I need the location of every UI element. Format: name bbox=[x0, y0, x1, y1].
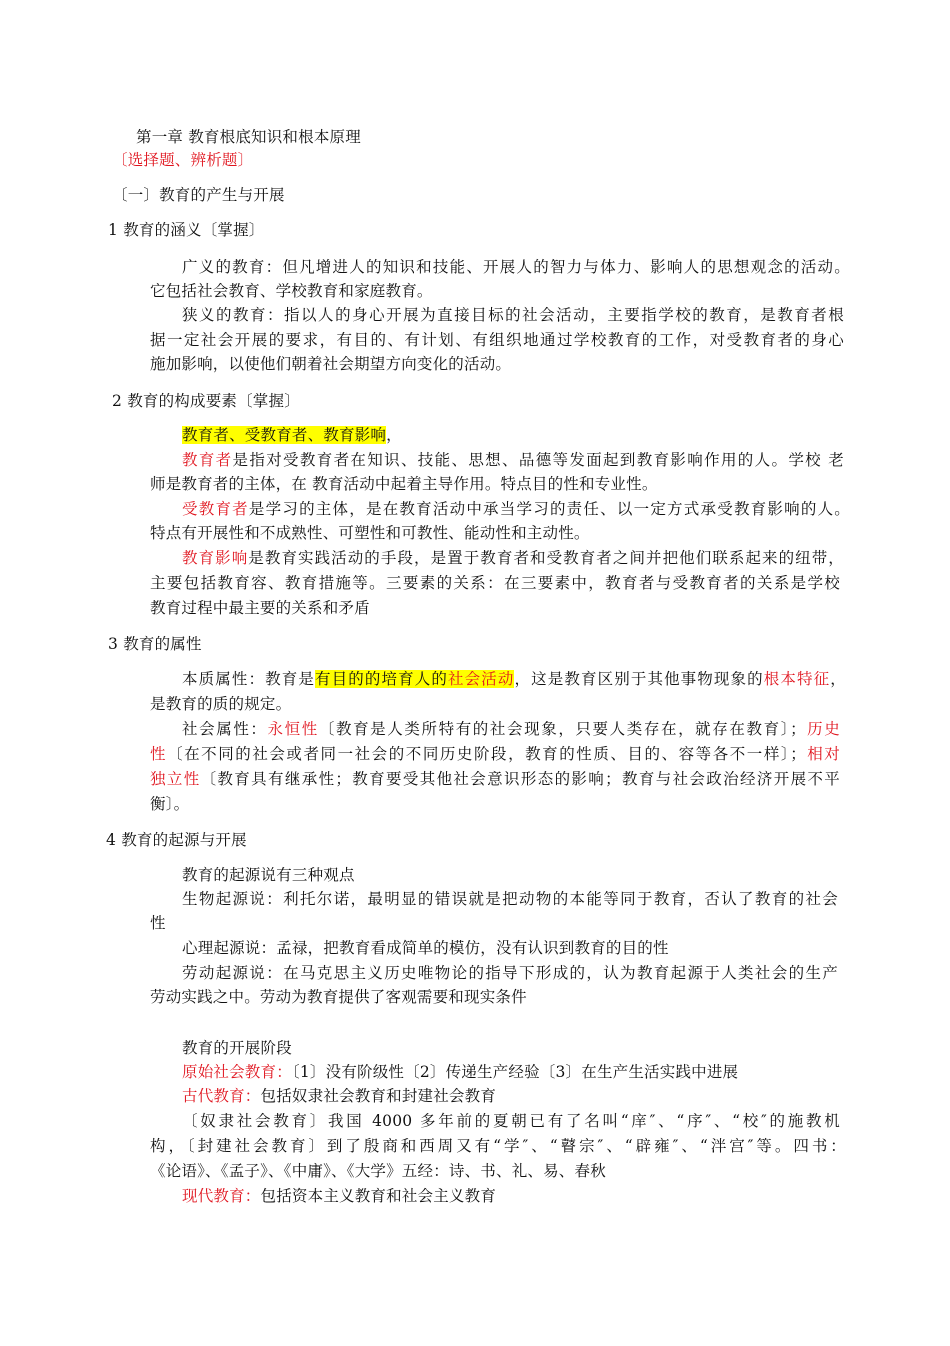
paragraph-biological-origin-cont: 性 bbox=[150, 914, 166, 932]
paragraph-social-attribute-cont2: 独立性〔教育具有继承性；教育要受其他社会意识形态的影响；教育与社会政治经济开展不平 bbox=[150, 770, 840, 788]
paragraph-social-attribute-end: 衡〕。 bbox=[150, 795, 190, 813]
paragraph-educator: 教育者是指对受教育者在知识、技能、思想、品德等发面起到教育影响作用的人。学校 老 bbox=[182, 451, 844, 469]
term-influence: 教育影响 bbox=[182, 549, 249, 567]
term-ancient-education: 古代教育： bbox=[182, 1087, 261, 1105]
subsection-heading-1: 1 教育的涵义〔掌握〕 bbox=[108, 221, 265, 239]
paragraph-broad-education-cont: 它包括社会教育、学校教育和家庭教育。 bbox=[150, 282, 433, 300]
stage-ancient: 古代教育：包括奴隶社会教育和封建社会教育 bbox=[182, 1087, 497, 1105]
paragraph-psychological-origin: 心理起源说：孟禄，把教育看成简单的模仿，没有认识到教育的目的性 bbox=[182, 939, 669, 957]
highlight-social-activity: 社会活动 bbox=[447, 670, 515, 688]
highlight-purposeful: 有目的的培育人的 bbox=[314, 670, 448, 688]
paragraph-classics: 《论语》、《孟子》、《中庸》、《大学》五经：诗、书、礼、易、春秋 bbox=[150, 1162, 606, 1180]
term-fundamental-feature: 根本特征 bbox=[763, 670, 831, 688]
paragraph-narrow-education: 狭义的教育：指以人的身心开展为直接目标的社会活动，主要指学校的教育，是教育者根 bbox=[182, 306, 844, 324]
term-modern-education: 现代教育： bbox=[182, 1187, 261, 1205]
paragraph-educator-cont: 师是教育者的主体，在 教育活动中起着主导作用。特点目的性和专业性。 bbox=[150, 475, 658, 493]
question-types: 〔选择题、辨析题〕 bbox=[112, 151, 254, 169]
chapter-title: 第一章 教育根底知识和根本原理 bbox=[136, 128, 361, 146]
paragraph-essential-attribute-cont: 是教育的质的规定。 bbox=[150, 695, 292, 713]
paragraph-social-attribute: 社会属性：永恒性〔教育是人类所特有的社会现象，只要人类存在，就存在教育〕；历史 bbox=[182, 720, 840, 738]
subsection-heading-2: 2 教育的构成要素〔掌握〕 bbox=[112, 392, 300, 410]
section-heading-1: 〔一〕教育的产生与开展 bbox=[112, 186, 285, 204]
paragraph-labor-origin: 劳动起源说：在马克思主义历史唯物论的指导下形成的，认为教育起源于人类社会的生产 bbox=[182, 964, 838, 982]
paragraph-narrow-education-end: 施加影响，以使他们朝着社会期望方向变化的活动。 bbox=[150, 355, 512, 373]
paragraph-slave-society: 〔奴隶社会教育〕我国 4000 多年前的夏朝已有了名叫“庠″、“序″、“校″的施教机 bbox=[182, 1112, 840, 1130]
term-primitive-education: 原始社会教育： bbox=[182, 1063, 292, 1081]
paragraph-influence-cont: 主要包括教育容、教育措施等。三要素的关系：在三要素中，教育者与受教育者的关系是学校 bbox=[150, 574, 840, 592]
term-educator: 教育者 bbox=[182, 451, 233, 469]
term-eternity: 永恒性 bbox=[267, 720, 319, 738]
three-elements-highlight: 教育者、受教育者、教育影响 bbox=[182, 426, 387, 444]
paragraph-social-attribute-cont: 性〔在不同的社会或者同一社会的不同历史阶段，教育的性质、目的、容等各不一样〕；相对 bbox=[150, 745, 841, 763]
stages-title: 教育的开展阶段 bbox=[182, 1039, 292, 1057]
paragraph-learner-cont: 特点有开展性和不成熟性、可塑性和可教性、能动性和主动性。 bbox=[150, 524, 590, 542]
stage-primitive: 原始社会教育：〔1〕没有阶级性〔2〕传递生产经验〔3〕在生产生活实践中进展 bbox=[182, 1063, 739, 1081]
subsection-heading-3: 3 教育的属性 bbox=[108, 635, 202, 653]
term-relative: 相对 bbox=[805, 745, 841, 763]
paragraph-biological-origin: 生物起源说：利托尔诺，最明显的错误就是把动物的本能等同于教育，否认了教育的社会 bbox=[182, 890, 838, 908]
paragraph-narrow-education-cont: 据一定社会开展的要求，有目的、有计划、有组织地通过学校教育的工作，对受教育者的身心 bbox=[150, 331, 844, 349]
term-historicity: 历史 bbox=[805, 720, 840, 738]
term-learner: 受教育者 bbox=[182, 500, 249, 518]
paragraph-broad-education: 广义的教育：但凡增进人的知识和技能、开展人的智力与体力、影响人的思想观念的活动。 bbox=[182, 258, 850, 276]
paragraph-influence: 教育影响是教育实践活动的手段，是置于教育者和受教育者之间并把他们联系起来的纽带， bbox=[182, 549, 844, 567]
paragraph-essential-attribute: 本质属性：教育是有目的的培育人的社会活动，这是教育区别于其他事物现象的根本特征， bbox=[182, 670, 846, 688]
three-elements: 教育者、受教育者、教育影响， bbox=[182, 426, 402, 444]
subsection-heading-4: 4 教育的起源与开展 bbox=[106, 831, 247, 849]
origin-intro: 教育的起源说有三种观点 bbox=[182, 866, 355, 884]
stage-modern: 现代教育：包括资本主义教育和社会主义教育 bbox=[182, 1187, 497, 1205]
paragraph-learner: 受教育者是学习的主体，是在教育活动中承当学习的责任、以一定方式承受教育影响的人。 bbox=[182, 500, 850, 518]
term-independence: 独立性 bbox=[150, 770, 201, 788]
paragraph-influence-end: 教育过程中最主要的关系和矛盾 bbox=[150, 599, 370, 617]
paragraph-labor-origin-cont: 劳动实践之中。劳动为教育提供了客观需要和现实条件 bbox=[150, 988, 527, 1006]
paragraph-feudal-society: 构，〔封建社会教育〕到了殷商和西周又有“学″、“瞽宗″、“辟雍″、“泮宫″等。四书： bbox=[150, 1137, 846, 1155]
